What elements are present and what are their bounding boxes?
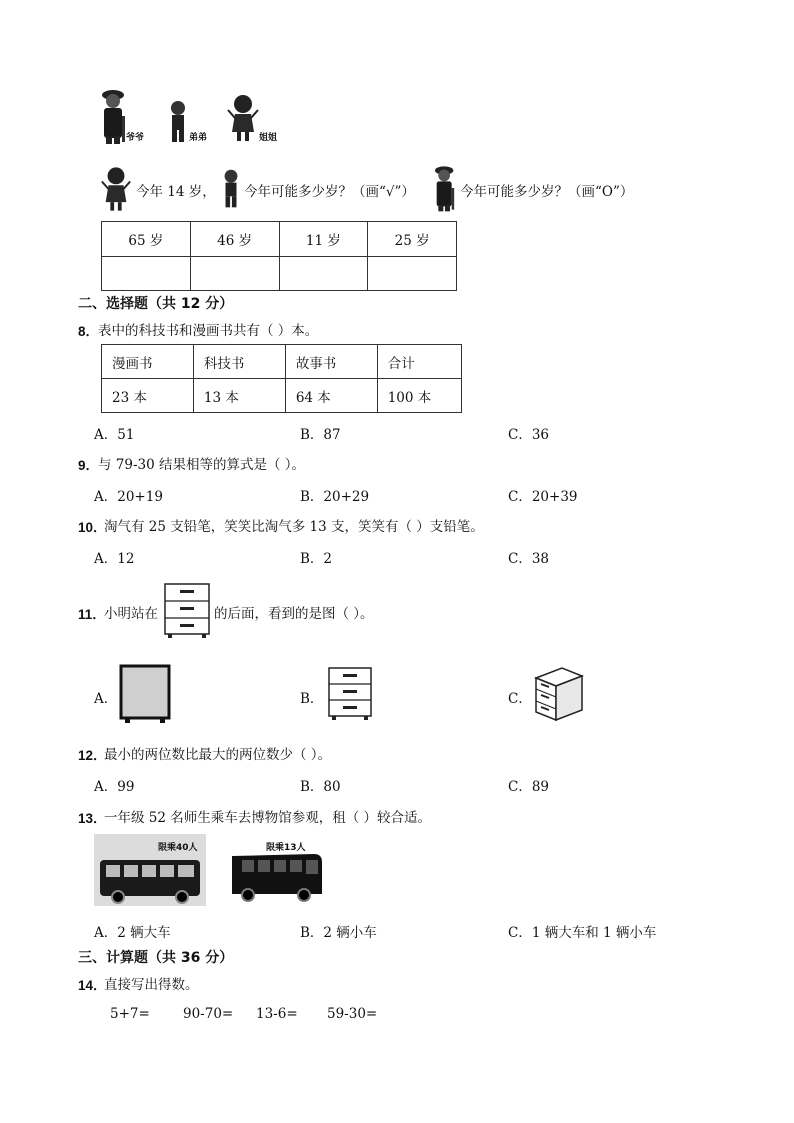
age-table (101, 221, 457, 291)
sister-figure (226, 94, 260, 142)
q9-number: 9． (78, 458, 100, 473)
q8-number: 8． (78, 324, 100, 339)
q14-item: 90-70= (183, 1006, 234, 1022)
q8-header-cell: 漫画书 (102, 345, 194, 379)
q8-header-cell: 科技书 (193, 345, 285, 379)
q10-option-b[interactable]: B．2 (300, 551, 333, 567)
q11-option-a[interactable]: A． (94, 691, 118, 707)
q13-number: 13． (78, 811, 107, 826)
large-bus-label: 限乘40人 (158, 843, 198, 853)
cabinet-icon (162, 582, 212, 640)
q8-header-cell: 合计 (377, 345, 461, 379)
intro-statement-3: 今年可能多少岁？（画“O”） (460, 184, 634, 200)
sister-small-figure (100, 166, 132, 212)
small-bus-label: 限乘13人 (266, 843, 306, 853)
answer-cell[interactable] (190, 257, 279, 291)
section2-heading: 二、选择题（共 12 分） (78, 296, 234, 312)
q9-option-a[interactable]: A．20+19 (94, 489, 163, 505)
q13-option-c[interactable]: C．1 辆大车和 1 辆小车 (508, 925, 657, 941)
small-bus-image (228, 848, 324, 904)
section3-heading: 三、计算题（共 36 分） (78, 950, 234, 966)
q8-option-c[interactable]: C．36 (508, 427, 550, 443)
q11-number: 11． (78, 607, 106, 622)
grandpa-caption: 爷爷 (126, 133, 145, 143)
cabinet-back-view-icon[interactable] (118, 664, 172, 724)
q12-text: 最小的两位数比最大的两位数少（ ）。 (104, 747, 332, 763)
age-option-cell: 25 岁 (368, 222, 457, 257)
q14-item: 13-6= (256, 1006, 298, 1022)
answer-cell[interactable] (368, 257, 457, 291)
cabinet-front-view-icon[interactable] (326, 666, 374, 722)
intro-statement-2: 今年可能多少岁？（画“√”） (244, 184, 415, 200)
q8-option-b[interactable]: B．87 (300, 427, 341, 443)
q13-text: 一年级 52 名师生乘车去博物馆参观，租（ ）较合适。 (104, 810, 432, 826)
q9-text: 与 79-30 结果相等的算式是（ ）。 (98, 457, 306, 473)
brother-small-figure (220, 168, 242, 210)
intro-statement-1: 今年 14 岁， (136, 184, 216, 200)
answer-cell[interactable] (102, 257, 191, 291)
answer-cell[interactable] (279, 257, 368, 291)
brother-caption: 弟弟 (189, 133, 208, 143)
q8-value-cell: 23 本 (102, 379, 194, 413)
q13-option-b[interactable]: B．2 辆小车 (300, 925, 377, 941)
brother-figure (166, 100, 190, 144)
q8-text: 表中的科技书和漫画书共有（ ）本。 (98, 323, 319, 339)
q10-number: 10． (78, 520, 107, 535)
q14-text: 直接写出得数。 (104, 977, 199, 993)
q10-text: 淘气有 25 支铅笔，笑笑比淘气多 13 支，笑笑有（ ）支铅笔。 (104, 519, 484, 535)
q12-number: 12． (78, 748, 107, 763)
q13-option-a[interactable]: A．2 辆大车 (94, 925, 171, 941)
sister-caption: 姐姐 (259, 133, 278, 143)
q11-text-after: 的后面，看到的是图（ ）。 (214, 606, 374, 622)
q9-option-c[interactable]: C．20+39 (508, 489, 578, 505)
q8-header-cell: 故事书 (285, 345, 377, 379)
q9-option-b[interactable]: B．20+29 (300, 489, 370, 505)
q10-option-a[interactable]: A．12 (94, 551, 135, 567)
q11-text-before: 小明站在 (104, 606, 158, 622)
cabinet-side-view-icon[interactable] (530, 664, 586, 724)
grandpa-small-figure (430, 162, 460, 214)
age-option-cell: 46 岁 (190, 222, 279, 257)
q12-option-a[interactable]: A．99 (94, 779, 135, 795)
q8-value-cell: 13 本 (193, 379, 285, 413)
q11-option-c[interactable]: C． (508, 691, 532, 707)
q14-item: 59-30= (327, 1006, 378, 1022)
q8-value-cell: 100 本 (377, 379, 461, 413)
age-option-cell: 65 岁 (102, 222, 191, 257)
q10-option-c[interactable]: C．38 (508, 551, 550, 567)
q8-option-a[interactable]: A．51 (94, 427, 135, 443)
q11-option-b[interactable]: B． (300, 691, 324, 707)
q14-item: 5+7= (110, 1006, 150, 1022)
age-option-cell: 11 岁 (279, 222, 368, 257)
q8-value-cell: 64 本 (285, 379, 377, 413)
q8-table (101, 344, 462, 413)
q14-number: 14． (78, 978, 107, 993)
q12-option-c[interactable]: C．89 (508, 779, 550, 795)
q12-option-b[interactable]: B．80 (300, 779, 341, 795)
